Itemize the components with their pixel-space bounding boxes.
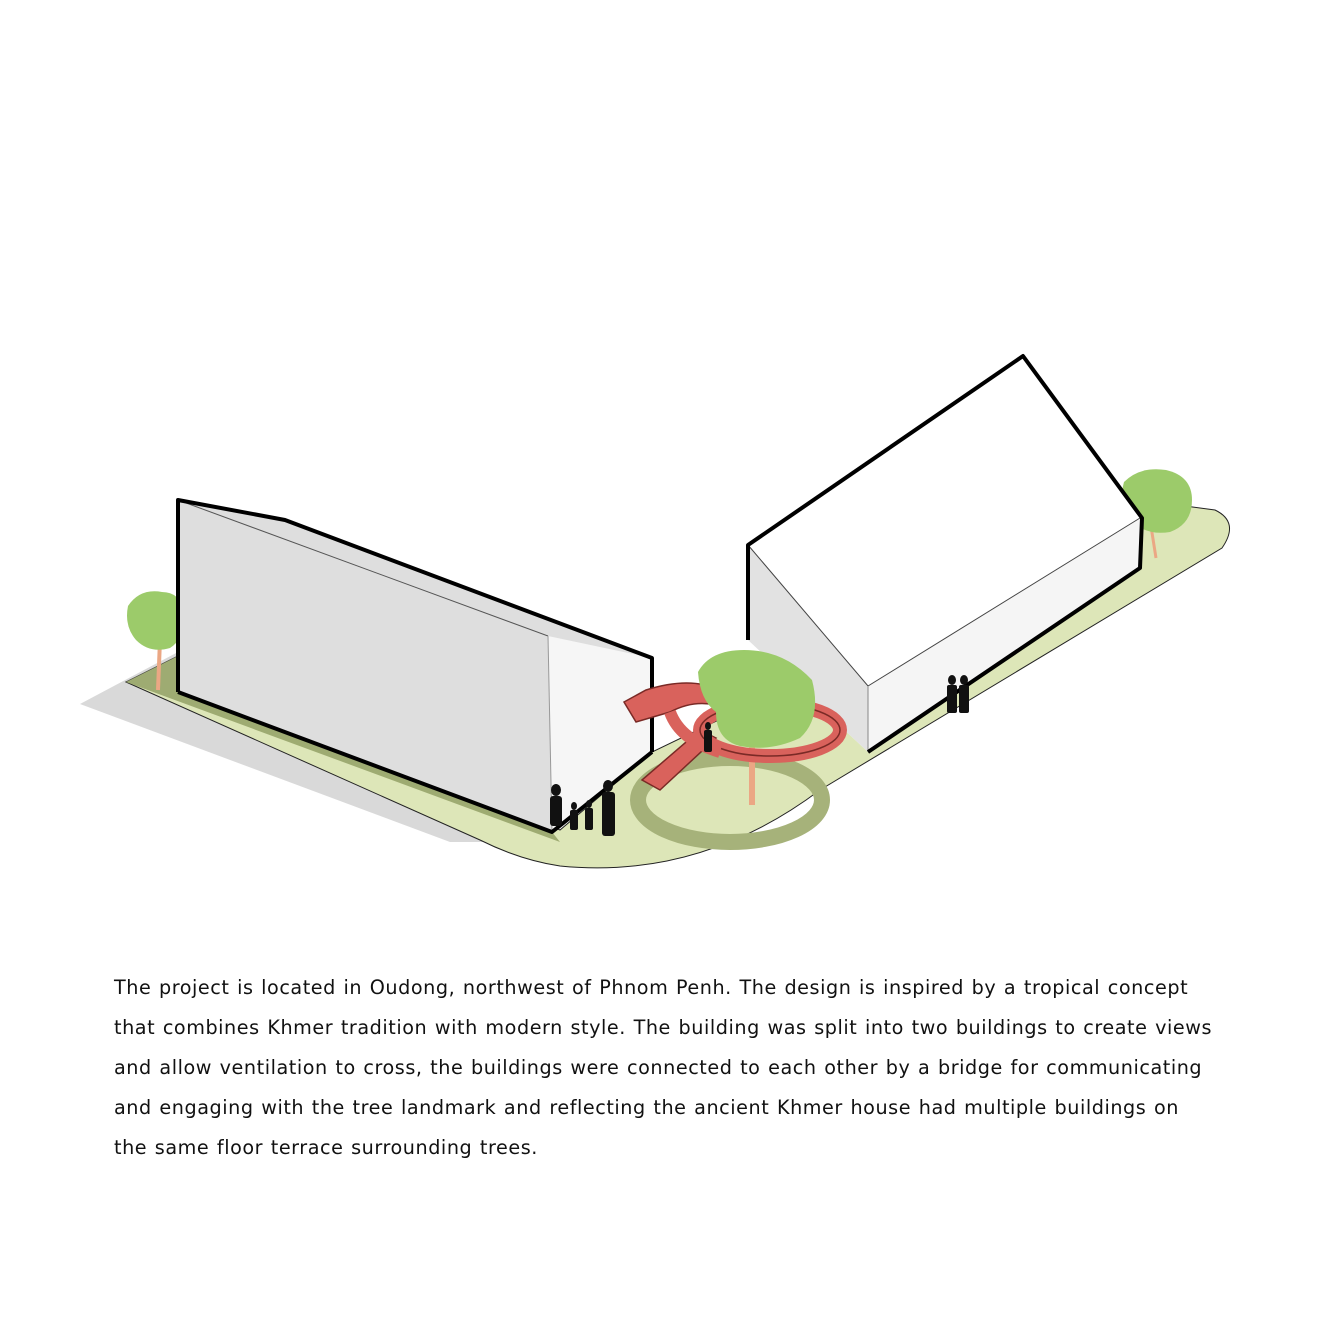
description-line-5: the same floor terrace surrounding trees.	[114, 1136, 538, 1159]
description-line-2: that combines Khmer tradition with modern style. The building was split into two buildings to create views	[114, 1016, 1213, 1039]
left-building	[178, 500, 652, 832]
description-line-1: The project is located in Oudong, northwest of Phnom Penh. The design is inspired by a tropical concept	[114, 976, 1189, 999]
project-description	[114, 968, 1254, 1168]
description-line-4: and engaging with the tree landmark and reflecting the ancient Khmer house had multiple buildings on	[114, 1096, 1179, 1119]
person-on-bridge	[704, 722, 712, 752]
description-line-3: and allow ventilation to cross, the buildings were connected to each other by a bridge for communicating	[114, 1056, 1203, 1079]
